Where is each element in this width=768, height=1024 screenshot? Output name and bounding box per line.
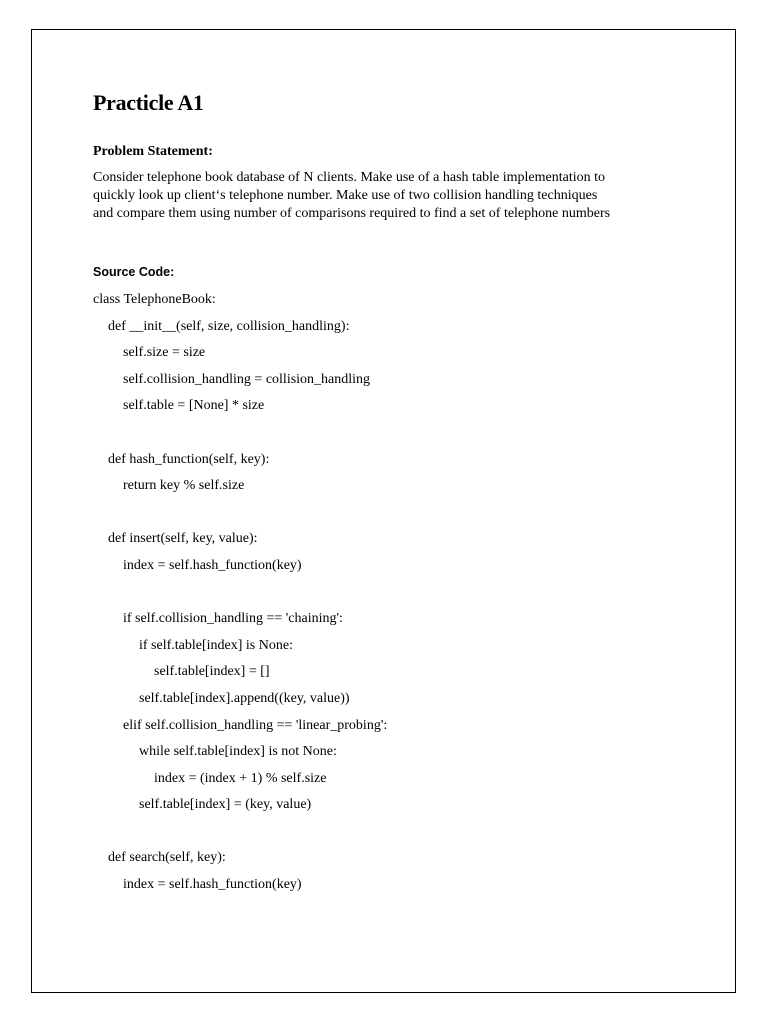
- code-line: self.collision_handling = collision_handling: [123, 371, 371, 387]
- code-line: [93, 503, 693, 530]
- code-line: [93, 423, 693, 450]
- source-code-block: [93, 290, 693, 902]
- problem-statement-line: and compare them using number of comparisons required to find a set of telephone numbers: [93, 206, 611, 221]
- code-line: return key % self.size: [123, 478, 245, 494]
- code-line: if self.collision_handling == 'chaining':: [123, 611, 343, 627]
- page-content: [93, 88, 693, 893]
- code-line: self.table[index] = (key, value): [139, 797, 312, 813]
- code-line: class TelephoneBook:: [93, 292, 216, 307]
- document-page: [31, 29, 736, 993]
- code-line: if self.table[index] is None:: [139, 637, 293, 653]
- code-line: self.table = [None] * size: [123, 398, 265, 414]
- code-line: def hash_function(self, key):: [108, 451, 270, 467]
- problem-statement-body: [93, 169, 693, 223]
- code-line: while self.table[index] is not None:: [139, 744, 337, 760]
- code-line: index = self.hash_function(key): [123, 877, 302, 893]
- code-line: self.table[index] = []: [154, 664, 270, 680]
- page-title: Practicle A1: [93, 90, 204, 115]
- source-code-heading: Source Code:: [93, 265, 175, 279]
- code-line: [93, 583, 693, 610]
- problem-statement-line: quickly look up client‘s telephone number. Make use of two collision handling techniques: [93, 188, 598, 203]
- code-line: elif self.collision_handling == 'linear_probing':: [123, 717, 388, 733]
- code-line: index = (index + 1) % self.size: [154, 770, 327, 786]
- code-line: index = self.hash_function(key): [123, 557, 302, 573]
- code-line: def __init__(self, size, collision_handling):: [108, 318, 350, 334]
- code-line: [93, 822, 693, 849]
- code-line: def search(self, key):: [108, 850, 226, 866]
- code-line: def insert(self, key, value):: [108, 531, 258, 547]
- code-line: self.size = size: [123, 345, 206, 361]
- code-line: self.table[index].append((key, value)): [139, 690, 350, 706]
- problem-statement-heading: Problem Statement:: [93, 144, 213, 159]
- problem-statement-line: Consider telephone book database of N clients. Make use of a hash table implementation to: [93, 170, 606, 185]
